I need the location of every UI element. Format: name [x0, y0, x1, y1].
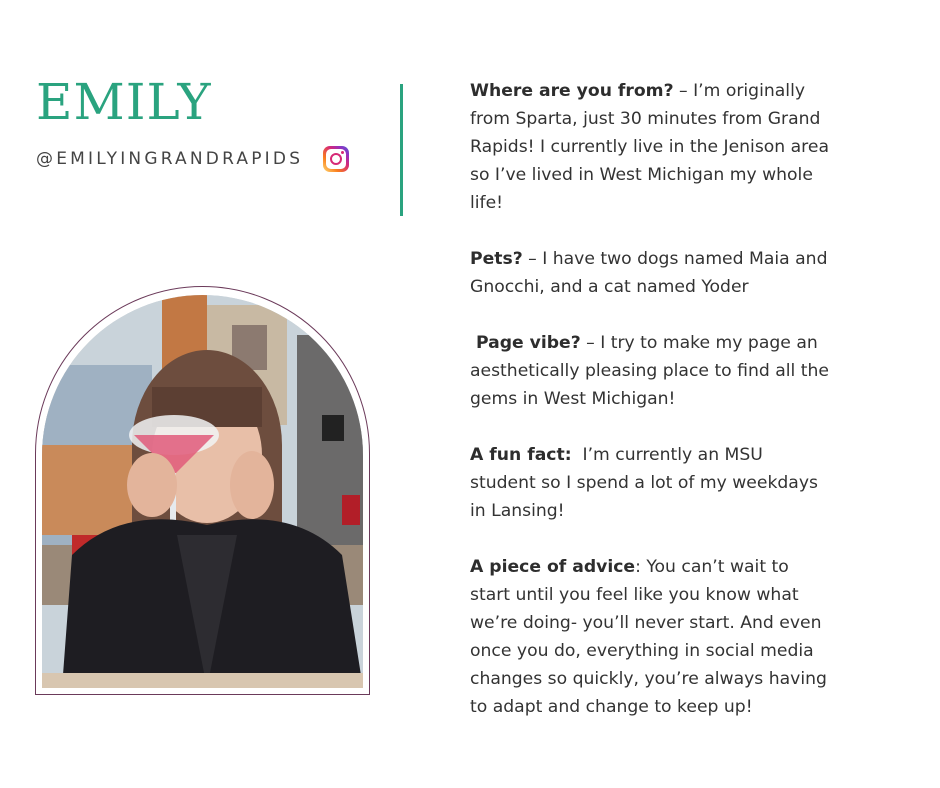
- handle-row: [36, 146, 349, 172]
- instagram-handle[interactable]: @EMILYINGRANDRAPIDS: [36, 149, 304, 169]
- instagram-lens: [330, 153, 342, 165]
- qa-item-page-vibe: [470, 329, 832, 413]
- vertical-divider: [400, 84, 403, 216]
- qa-question: Pets?: [470, 249, 523, 269]
- qa-item-origin: [470, 77, 832, 217]
- qa-answer: : You can’t wait to start until you feel like you know what we’re doing- you’ll never start. And even once you do, everything in social media changes so quickly, you’re always having to adapt and change to keep up!: [470, 557, 827, 717]
- qa-question: Page vibe?: [470, 333, 581, 353]
- qa-answer: – I have two dogs named Maia and Gnocchi, and a cat named Yoder: [470, 249, 828, 297]
- instagram-icon[interactable]: [323, 146, 349, 172]
- qa-question: Where are you from?: [470, 81, 674, 101]
- qa-question: A piece of advice: [470, 557, 636, 577]
- qa-answer: – I’m originally from Sparta, just 30 minutes from Grand Rapids! I currently live in the Jenison area so I’ve lived in West Michigan my whole life!: [470, 81, 829, 213]
- profile-name: EMILY: [36, 73, 212, 131]
- qa-text: [470, 77, 832, 749]
- photo-illustration: [42, 295, 363, 688]
- qa-question: A fun fact:: [470, 445, 572, 465]
- qa-answer: – I try to make my page an aesthetically pleasing place to find all the gems in West Michigan!: [470, 333, 830, 409]
- qa-item-pets: [470, 245, 832, 301]
- instagram-dot: [341, 151, 344, 154]
- qa-item-advice: [470, 553, 832, 721]
- qa-item-fun-fact: [470, 441, 832, 525]
- qa-answer: I’m currently an MSU student so I spend a lot of my weekdays in Lansing!: [470, 445, 824, 521]
- profile-photo: [42, 295, 363, 688]
